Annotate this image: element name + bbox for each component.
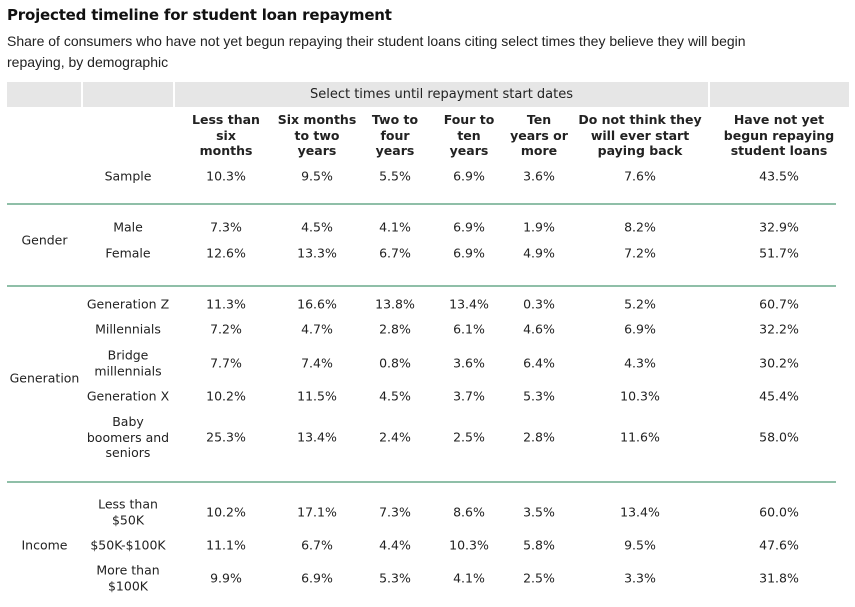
table-cell: 6.7% [301,537,333,553]
table-cell: 10.2% [206,504,246,520]
table-cell: 8.6% [453,504,485,520]
table-cell: 4.7% [301,321,333,337]
header-band-group-cell [7,82,81,107]
header-band-label-cell [83,82,173,107]
table-cell: 10.3% [449,537,489,553]
table-cell: 6.9% [453,219,485,235]
page-subtitle: Share of consumers who have not yet begun repaying their student loans citing select times they believe they will begin repaying, by demographic [7,33,746,70]
table-cell: 2.4% [379,429,411,445]
table-cell: 1.9% [523,219,555,235]
table-cell: 11.5% [297,388,337,404]
column-header: Four to ten years [443,112,495,158]
group-separator [7,481,836,483]
table-cell: 4.9% [523,245,555,261]
column-header: Six months to two years [277,112,357,158]
table-cell: 25.3% [206,429,246,445]
row-label: More than $100K [96,562,160,593]
table-cell: 3.6% [523,168,555,184]
row-label: Generation Z [86,296,170,312]
table-cell: 10.3% [206,168,246,184]
group-label: Gender [21,232,68,248]
table-cell: 4.6% [523,321,555,337]
group-label: Income [21,537,68,553]
column-header: Have not yet begun repaying student loans [723,112,835,158]
table-cell: 7.2% [210,321,242,337]
table-cell: 4.5% [379,388,411,404]
row-label: Generation X [86,388,170,404]
group-label: Generation [9,370,80,386]
table-cell: 6.1% [453,321,485,337]
table-cell: 45.4% [759,388,799,404]
table-cell: 32.2% [759,321,799,337]
table-cell: 3.5% [523,504,555,520]
table-cell: 2.8% [523,429,555,445]
table-cell: 6.9% [453,245,485,261]
row-label: Male [113,219,143,235]
table-cell: 13.4% [620,504,660,520]
table-cell: 9.9% [210,570,242,586]
table-cell: 11.1% [206,537,246,553]
column-header: Two to four years [371,112,419,158]
row-label: $50K-$100K [90,537,166,553]
table-cell: 11.6% [620,429,660,445]
table-cell: 12.6% [206,245,246,261]
table-cell: 9.5% [624,537,656,553]
row-label: Millennials [95,321,161,337]
table-cell: 32.9% [759,219,799,235]
table-cell: 2.5% [523,570,555,586]
table-cell: 6.7% [379,245,411,261]
table-cell: 11.3% [206,296,246,312]
row-label: Bridge millennials [94,347,162,378]
table-cell: 7.7% [210,355,242,371]
table-cell: 3.6% [453,355,485,371]
table-cell: 6.9% [301,570,333,586]
table-cell: 31.8% [759,570,799,586]
table-cell: 7.3% [210,219,242,235]
table-cell: 3.3% [624,570,656,586]
table-cell: 58.0% [759,429,799,445]
table-cell: 13.8% [375,296,415,312]
table-cell: 5.8% [523,537,555,553]
header-band-total-cell [710,82,849,107]
table-cell: 30.2% [759,355,799,371]
table-cell: 7.6% [624,168,656,184]
group-separator [7,203,836,205]
table-cell: 0.8% [379,355,411,371]
table-cell: 17.1% [297,504,337,520]
table-cell: 6.9% [624,321,656,337]
table-cell: 10.3% [620,388,660,404]
table-cell: 4.4% [379,537,411,553]
table-cell: 5.3% [523,388,555,404]
table-cell: 9.5% [301,168,333,184]
table-cell: 7.3% [379,504,411,520]
table-cell: 51.7% [759,245,799,261]
table-cell: 47.6% [759,537,799,553]
table-cell: 13.4% [449,296,489,312]
column-header: Less than six months [192,112,260,158]
table-cell: 4.1% [379,219,411,235]
table-cell: 7.4% [301,355,333,371]
table-cell: 5.3% [379,570,411,586]
table-cell: 13.4% [297,429,337,445]
table-cell: 7.2% [624,245,656,261]
table-cell: 16.6% [297,296,337,312]
row-label: Baby boomers and seniors [86,413,170,460]
table-cell: 6.4% [523,355,555,371]
table-cell: 2.5% [453,429,485,445]
table-cell: 10.2% [206,388,246,404]
table-cell: 4.1% [453,570,485,586]
table-cell: 4.3% [624,355,656,371]
page-title: Projected timeline for student loan repayment [7,6,392,24]
column-header: Do not think they will ever start paying back [578,112,702,158]
table-cell: 0.3% [523,296,555,312]
group-separator [7,285,836,287]
table-cell: 6.9% [453,168,485,184]
table-cell: 13.3% [297,245,337,261]
table-cell: 4.5% [301,219,333,235]
table-cell: 60.7% [759,296,799,312]
header-band-label: Select times until repayment start dates [309,87,574,102]
table-cell: 8.2% [624,219,656,235]
table-cell: 60.0% [759,504,799,520]
table-cell: 5.2% [624,296,656,312]
table-cell: 5.5% [379,168,411,184]
column-header: Ten years or more [510,112,568,158]
row-label: Less than $50K [98,496,158,527]
table-cell: 3.7% [453,388,485,404]
row-label: Sample [104,168,152,184]
table-cell: 43.5% [759,168,799,184]
table-cell: 2.8% [379,321,411,337]
row-label: Female [105,245,151,261]
